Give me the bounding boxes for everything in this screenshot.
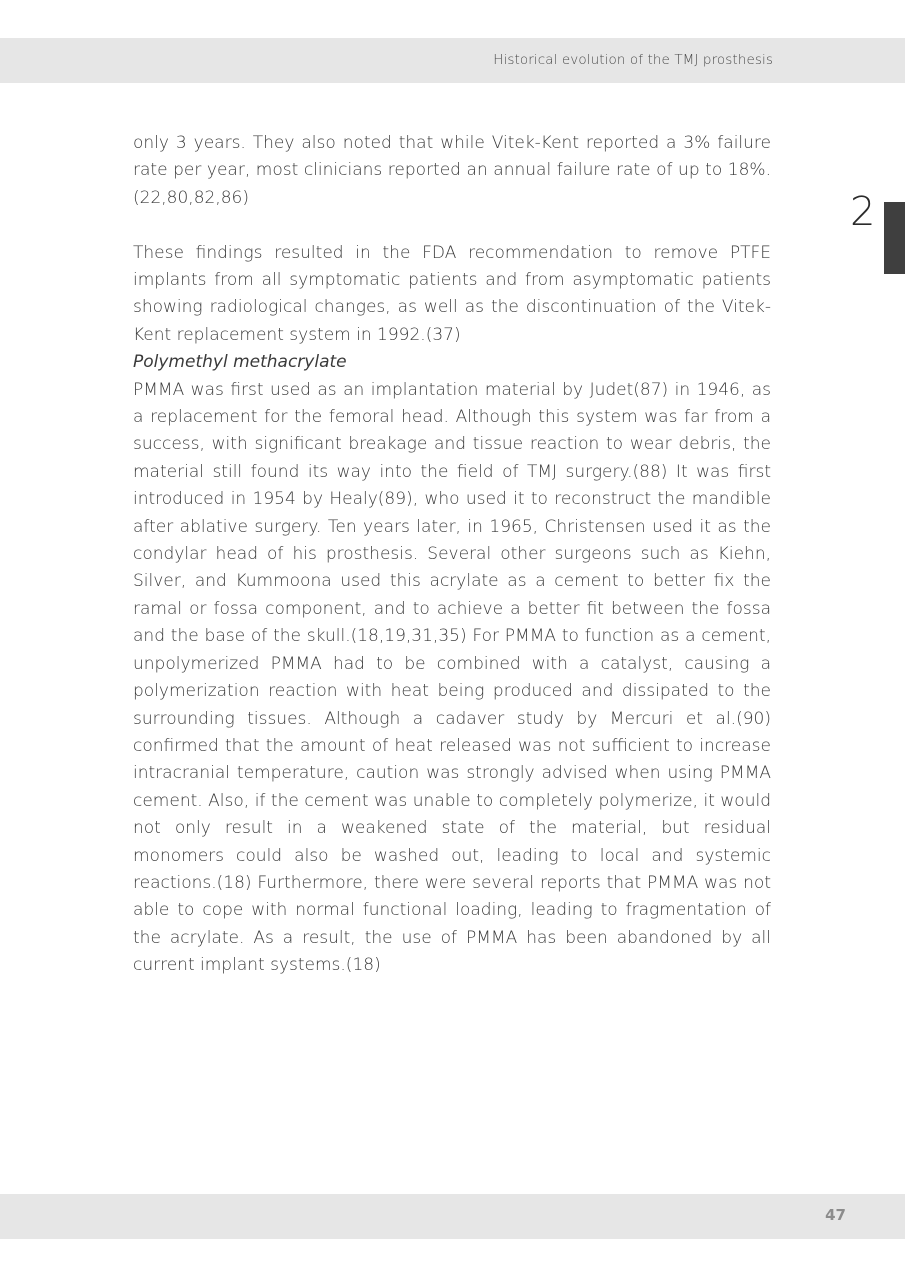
paragraph: These findings resulted in the FDA recommendation to remove PTFE implants from all symptomatic patients and from asymptomatic patients showing radiological changes, as well as the discontinuation of the Vitek-Kent replacement system in 1992.(37) bbox=[133, 242, 771, 345]
chapter-number: 2 bbox=[850, 189, 876, 235]
paragraph: PMMA was first used as an implantation material by Judet(87) in 1946, as a replacement for the femoral head. Although this system was far from a success, with significant breakage and tissue reaction to wear debris, the material still found its way into the field of TMJ surgery.(88) It was first introduced in 1954 by Healy(89), who used it to reconstruct the mandible after ablative surgery. Ten years later, in 1965, Christensen used it as the condylar head of his prosthesis. Several other surgeons such as Kiehn, Silver, and Kummoona used this acrylate as a cement to better fix the ramal or fossa component, and to achieve a better fit between the fossa and the base of the skull.(18,19,31,35) For PMMA to function as a cement, unpolymerized PMMA had to be combined with a catalyst, causing a polymerization reaction with heat being produced and dissipated to the surrounding tissues. Although a cadaver study by Mercuri et al.(90) confirmed that the amount of heat released was not sufficient to increase intracranial temperature, caution was strongly advised when using PMMA cement. Also, if the cement was unable to completely polymerize, it would not only result in a weakened state of the material, but residual monomers could also be washed out, leading to local and systemic reactions.(18) Furthermore, there were several reports that PMMA was not able to cope with normal functional loading, leading to fragmentation of the acrylate. As a result, the use of PMMA has been abandoned by all current implant systems.(18) bbox=[133, 379, 771, 976]
header-band bbox=[0, 38, 905, 83]
chapter-tab-marker bbox=[884, 202, 905, 274]
body-text bbox=[133, 130, 771, 980]
running-head: Historical evolution of the TMJ prosthesis bbox=[493, 52, 773, 68]
footer-band bbox=[0, 1194, 905, 1239]
section-subheading: Polymethyl methacrylate bbox=[133, 352, 347, 373]
page-number: 47 bbox=[825, 1206, 846, 1224]
paragraph: only 3 years. They also noted that while Vitek-Kent reported a 3% failure rate per year, most clinicians reported an annual failure rate of up to 18%. (22,80,82,86) bbox=[133, 133, 771, 208]
